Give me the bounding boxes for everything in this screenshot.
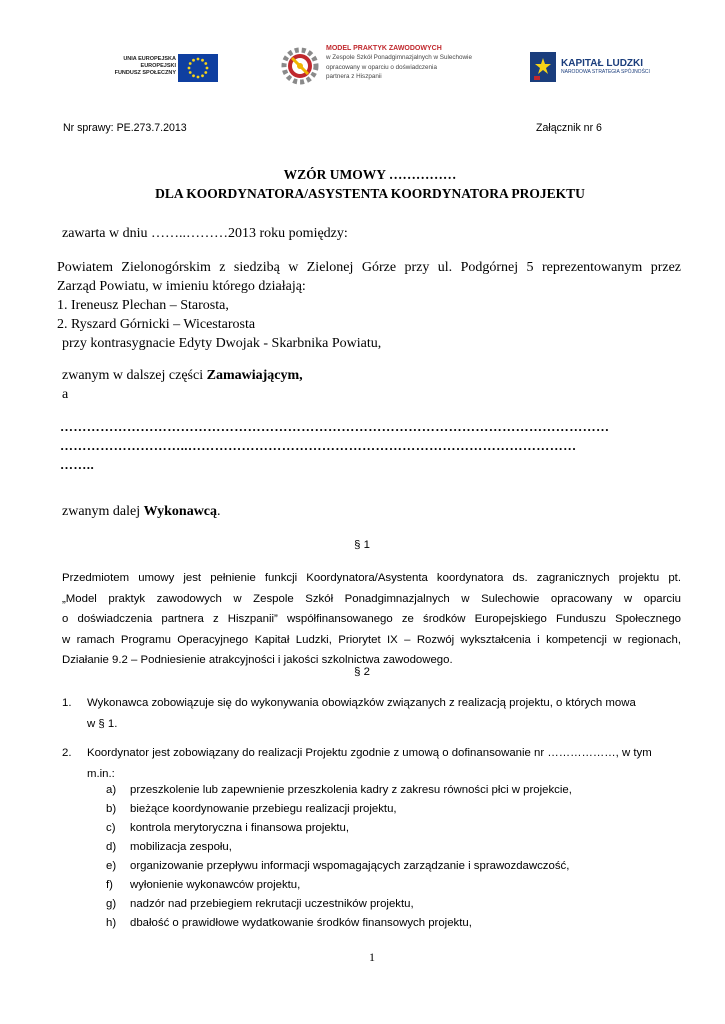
list-item: [106, 876, 686, 895]
duties-list: [106, 781, 686, 933]
client-called-line: [62, 366, 303, 385]
list-item: [106, 895, 686, 914]
list-letter: a): [106, 784, 117, 796]
client-role: Zamawiającym,: [206, 368, 303, 383]
section2-heading: § 2: [354, 666, 370, 678]
contractor-dots-1: ……………………………………………………………………………………………………………: [60, 419, 610, 434]
mpz-logo-line2: opracowany w oparciu o doświadczenia: [326, 63, 437, 71]
list-item: [106, 914, 686, 933]
item-text: Koordynator jest zobowiązany do realizacji Projektu zgodnie z umową o dofinansowanie nr ………………, w tym: [87, 747, 652, 759]
list-item: [106, 838, 686, 857]
contractor-role: Wykonawcą: [143, 504, 218, 519]
section1-heading: § 1: [354, 539, 370, 551]
page-number: 1: [369, 950, 375, 964]
kl-star-icon: [528, 50, 558, 89]
party-line2: Zarząd Powiatu, w imieniu którego działają:: [57, 279, 306, 294]
list-text: przeszkolenie lub zapewnienie przeszkolenia kadry z zakresu równości płci w projekcie,: [130, 784, 572, 796]
list-text: nadzór nad przebiegiem rekrutacji uczestników projektu,: [130, 898, 414, 910]
list-item: [106, 800, 686, 819]
eu-flag-icon: [178, 54, 218, 82]
and-word: a: [62, 387, 69, 402]
eu-logo-line2: EUROPEJSKI: [140, 63, 176, 69]
item-text: Wykonawca zobowiązuje się do wykonywania obowiązków związanych z realizacją projektu, o których mowa: [87, 697, 636, 709]
section1-line: Działanie 9.2 – Podniesienie atrakcyjności i jakości szkolnictwa zawodowego.: [62, 654, 453, 666]
list-letter: e): [106, 860, 117, 872]
list-letter: b): [106, 803, 117, 815]
section1-line: Przedmiotem umowy jest pełnienie funkcji Koordynatora/Asystenta koordynatora ds. zagranicznych projektu pt.: [62, 572, 681, 584]
mpz-logo-title: MODEL PRAKTYK ZAWODOWYCH: [326, 45, 442, 52]
contractor-dots-3: ……..: [60, 457, 95, 472]
contractor-called-prefix: zwanym dalej: [62, 504, 144, 519]
section1-line: w ramach Programu Operacyjnego Kapitał Ludzki, Priorytet IX – Rozwój wykształcenia i kompetencji w regionach,: [62, 633, 681, 646]
document-title-line2: DLA KOORDYNATORA/ASYSTENTA KOORDYNATORA PROJEKTU: [155, 186, 585, 201]
mpz-logo-line3: partnera z Hiszpanii: [326, 73, 382, 80]
eu-logo-line3: FUNDUSZ SPOŁECZNY: [114, 70, 176, 76]
contractor-called-suffix: .: [217, 504, 221, 519]
list-item: [106, 819, 686, 838]
attachment-label: Załącznik nr 6: [536, 122, 602, 134]
contractor-dots-2: ………………………..……………………………………………………………………………: [60, 438, 577, 453]
list-letter: h): [106, 917, 117, 929]
representative-1: 1. Ireneusz Plechan – Starosta,: [57, 298, 229, 313]
item-number: 2.: [62, 747, 72, 759]
list-item: [106, 781, 686, 800]
kl-logo-title: KAPITAŁ LUDZKI: [561, 58, 644, 69]
kl-logo-subtitle: NARODOWA STRATEGIA SPÓJNOŚCI: [561, 69, 650, 75]
client-called-prefix: zwanym w dalszej części: [62, 368, 207, 383]
representative-2: 2. Ryszard Górnicki – Wicestarosta: [57, 317, 256, 332]
gear-icon: [278, 42, 322, 93]
party-line1: Powiatem Zielonogórskim z siedzibą w Zielonej Górze przy ul. Podgórnej 5 reprezentowanym przez: [57, 260, 681, 275]
list-letter: f): [106, 879, 113, 891]
case-number: Nr sprawy: PE.273.7.2013: [63, 122, 187, 134]
eu-logo-line1: UNIA EUROPEJSKA: [123, 56, 176, 62]
section1-line: „Model praktyk zawodowych w Zespole Szkół Ponadgimnazjalnych w Sulechowie opracowany w oparciu: [62, 592, 681, 605]
list-letter: d): [106, 841, 117, 853]
list-text: organizowanie przepływu informacji wspomagających zarządzanie i sprawozdawczość,: [130, 860, 570, 872]
document-title-line1: WZÓR UMOWY ……………: [283, 167, 457, 182]
list-letter: g): [106, 898, 117, 910]
concluded-line: zawarta w dniu ……..………2013 roku pomiędzy:: [62, 226, 348, 241]
kl-logo: [528, 50, 658, 86]
list-text: wyłonienie wykonawców projektu,: [130, 879, 301, 891]
item-text: m.in.:: [87, 767, 115, 780]
list-text: mobilizacja zespołu,: [130, 841, 232, 853]
list-text: bieżące koordynowanie przebiegu realizacji projektu,: [130, 803, 397, 815]
section1-body: [62, 568, 681, 671]
contractor-called-line: [62, 502, 221, 521]
mpz-logo: [278, 42, 493, 90]
item-number: 1.: [62, 697, 72, 709]
section1-line: o doświadczenia partnera z Hiszpanii” współfinansowanego ze środków Europejskiego Funduszu Społecznego: [62, 613, 681, 625]
eu-logo: [100, 54, 220, 84]
item-text: w § 1.: [87, 717, 118, 730]
list-letter: c): [106, 822, 116, 834]
mpz-logo-line1: w Zespole Szkół Ponadgimnazjalnych w Sulechowie: [326, 54, 472, 61]
list-item: [106, 857, 686, 876]
countersign-line: przy kontrasygnacie Edyty Dwojak - Skarbnika Powiatu,: [62, 336, 382, 351]
list-text: kontrola merytoryczna i finansowa projektu,: [130, 822, 350, 834]
list-text: dbałość o prawidłowe wydatkowanie środków finansowych projektu,: [130, 917, 472, 929]
